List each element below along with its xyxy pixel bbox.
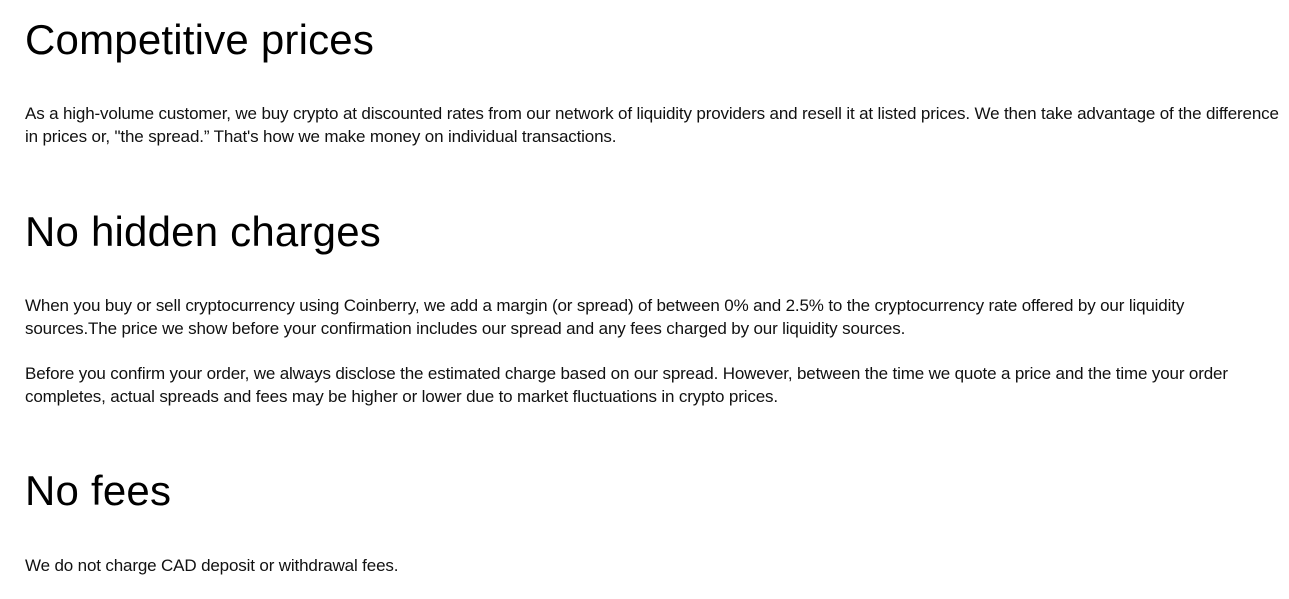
section-paragraph: When you buy or sell cryptocurrency using Coinberry, we add a margin (or spread) of between 0% and 2.5% to the cryptocurrency rate offered by our liquidity sources.The price we show before your confirmation includes our spread and any fees charged by our liquidity sources. <box>25 296 1185 338</box>
section-heading: No fees <box>25 467 172 514</box>
competitive-prices-section <box>25 15 1280 146</box>
section-heading: No hidden charges <box>25 208 381 255</box>
no-hidden-charges-section <box>25 207 1280 406</box>
section-paragraph: We do not charge CAD deposit or withdrawal fees. <box>25 556 399 575</box>
section-heading: Competitive prices <box>25 16 375 63</box>
no-fees-section <box>25 466 1280 575</box>
section-paragraph: Before you confirm your order, we always disclose the estimated charge based on our spread. However, between the time we quote a price and the time your order completes, actual spreads and fees may be higher or lower due to market fluctuations in crypto prices. <box>25 364 1228 406</box>
section-paragraph: As a high-volume customer, we buy crypto at discounted rates from our network of liquidity providers and resell it at listed prices. We then take advantage of the difference in prices or, "the spread.” That's how we make money on individual transactions. <box>25 104 1279 146</box>
